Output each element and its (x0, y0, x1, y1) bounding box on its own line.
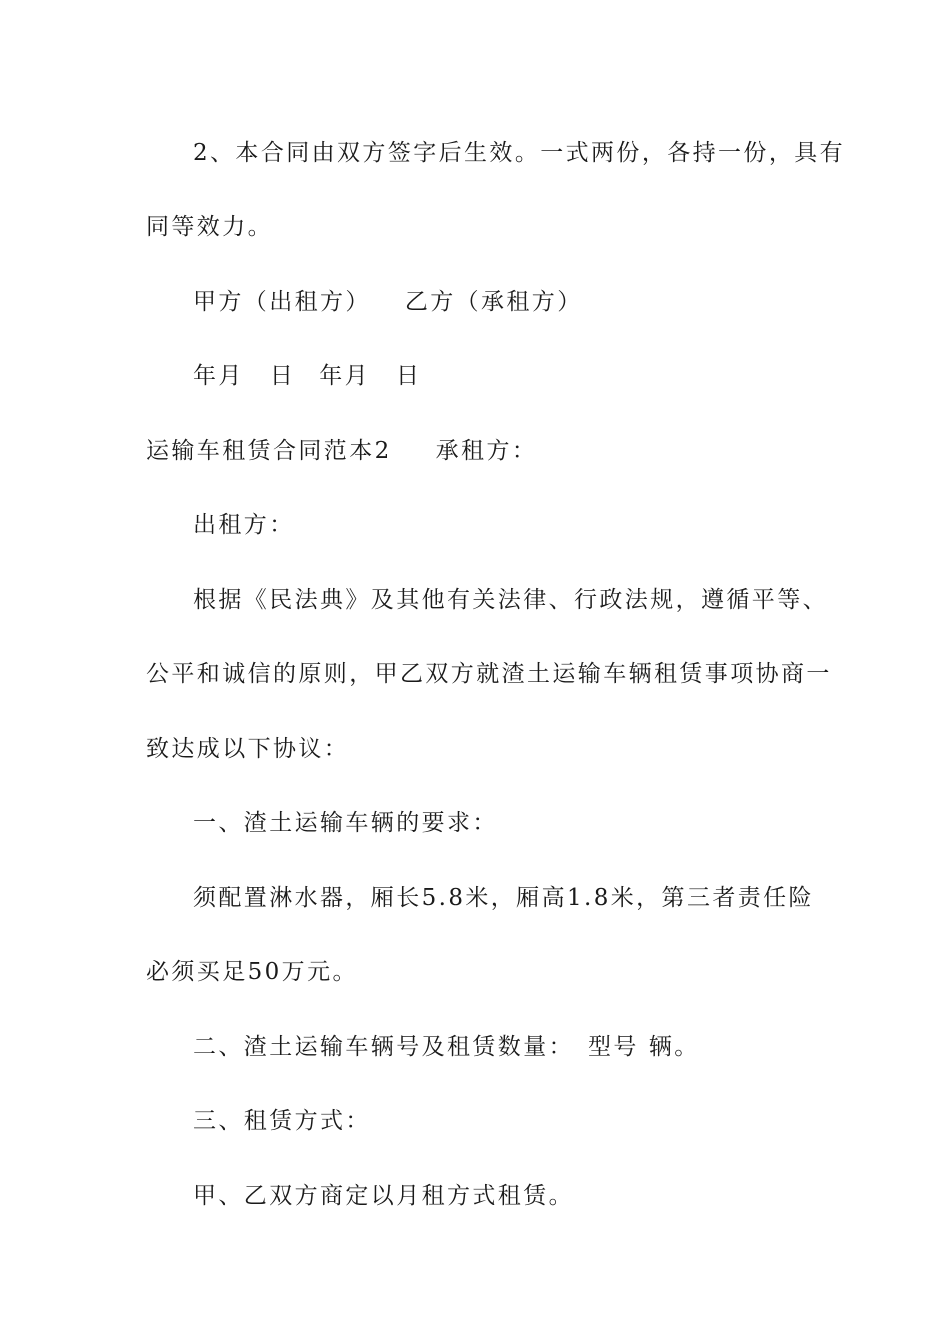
lessor-label: 出租方： (193, 512, 295, 538)
party-a-label: 甲方（出租方） (193, 289, 371, 315)
section-2-heading: 二、渣土运输车辆号及租赁数量： (193, 1034, 574, 1060)
preamble-line-1: 根据《民法典》及其他有关法律、行政法规，遵循平等、 (193, 587, 828, 613)
party-a-date-d: 日 (269, 363, 296, 389)
clause-2-line-2: 同等效力。 (146, 214, 273, 240)
model-label: 型号 (588, 1034, 639, 1060)
lessee-label: 承租方： (435, 438, 538, 464)
clause-2-line-1: 2、本合同由双方签字后生效。一式两份，各持一份，具有 (193, 140, 846, 166)
section-3-heading: 三、租赁方式： (193, 1108, 371, 1134)
section-3-line-1: 甲、乙双方商定以月租方式租赁。 (193, 1183, 574, 1209)
party-b-label: 乙方（承租方） (404, 289, 583, 315)
preamble-line-2: 公平和诚信的原则，甲乙双方就渣土运输车辆租赁事项协商一 (146, 661, 832, 687)
signature-parties (193, 287, 806, 317)
template-heading-line (146, 436, 806, 466)
party-b-date-ym: 年月 (319, 363, 371, 389)
signature-dates (193, 361, 806, 391)
template-title: 运输车租赁合同范本2 (146, 438, 392, 464)
section-1-line-2: 必须买足50万元。 (146, 959, 358, 985)
vehicle-unit: 辆。 (648, 1034, 700, 1060)
party-b-date-d: 日 (396, 363, 422, 389)
preamble-line-3: 致达成以下协议： (146, 736, 350, 762)
section-1-heading: 一、渣土运输车辆的要求： (193, 810, 498, 836)
party-a-date-ym: 年月 (193, 363, 244, 389)
section-2-line (193, 1032, 806, 1062)
section-1-line-1: 须配置淋水器，厢长5.8米，厢高1.8米，第三者责任险 (193, 885, 814, 911)
